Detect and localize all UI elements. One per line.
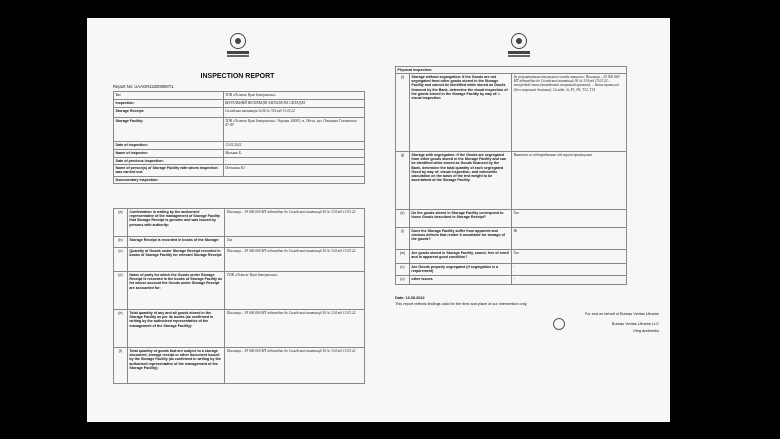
page-title: INSPECTION REPORT	[200, 73, 275, 80]
table-row: (d) Name of party for which the Goods under Storage Receipt is recorded in the books of Storage Facility as for whose account the Goods under Storage Receipt are accounted for: ТОВ «Оілтекс Кумі Інтернешнл»	[114, 272, 365, 310]
table-row: (f) Total quantity of goods that are subject to a storage document, storage receipt or other document issued by the Storage Facility (as confirmed in writing by the authorized representative of the management of the Storage Facility): Пшениця – 39 000.000 МТ відповідно до Складської квитанції 36 № 314 від 13.03.22	[114, 348, 365, 384]
table-row: (m) Are goods stored in Storage Facility, sound, free of smell and in apparent good condition? Так	[396, 250, 627, 264]
table-row: (b) Storage Receipt is recorded in books of the Storage: Так	[114, 237, 365, 248]
company-stamp	[553, 318, 565, 330]
physical-table	[395, 66, 627, 285]
report-page-2	[369, 18, 670, 422]
table-row: (n) Are Goods properly segregated (if segregation is a requirement) -	[396, 264, 627, 276]
report-page-1	[87, 18, 388, 422]
table-row	[114, 177, 365, 184]
table-row: (i) Storage without segregation: If the Goods are not segregated from other goods stored in the Storage Facility and cannot be identified while stored as Goods financed by the Bank, determine the visual inspection of the goods stored in the Storage Facility by way of: i. visual inspection За результатами візуального огляду виявлено: Пшениця – 25 500.000 МТ відповідно до Складської квитанції 36 № 314 від 13.03.22 – попередній запах (випадковий сторонній аромат); – Запах прокислої (без сторонніх домішок). Склади: № F1, F6, T12, T14	[396, 74, 627, 152]
report-date: Date: 13.05.2022	[395, 296, 425, 300]
table-row	[396, 67, 627, 74]
table-row: Name of person(s) of Storage Facility with whom inspection was carried out: Петишин Ю.	[114, 165, 365, 177]
signoff: For and on behalf of Bureau Veritas Ukraine	[584, 312, 659, 316]
table-row: (c) Quantity of Goods under Storage Receipt recorded in books of Storage Facility for relevant Storage Receipt: Пшениця – 39 000.000 МТ відповідно до Складської квитанції 36 № 314 від 13.03.22	[114, 248, 365, 272]
documentary-table	[113, 208, 365, 384]
table-row: (k) Do the goods stored in Storage Facility correspond to those Goods described in Storage Receipt? Так	[396, 210, 627, 228]
disclaimer: This report reflects findings valid for the time and place of our intervention only.	[395, 302, 528, 306]
table-row: (a) Confirmation in writing by the authorized representative of the management of Storage Facility that Storage Receipt is genuine and was issued by persons with authority: Пшениця – 39 000.000 МТ відповідно до Складської квитанції 36 № 314 від 13.03.22	[114, 209, 365, 237]
table-row: To: ТОВ «Оілтекс Кумі Інтернешнл»	[114, 92, 365, 100]
signatory-name: Oleg Andrienko	[632, 329, 659, 333]
bureau-veritas-logo	[508, 33, 530, 59]
company-name: Bureau Veritas Ukraine LLC	[611, 322, 659, 326]
section-heading: Documentary inspection:	[114, 177, 365, 184]
table-row: Date of inspection: 13.05.2022	[114, 142, 365, 150]
section-heading: Physical inspection:	[396, 67, 627, 74]
header-table	[113, 91, 365, 184]
table-row: (e) Total quantity of any and all goods stored in the Storage Facility as per its books (as confirmed in writing by the authorized representative of the management of the Storage Facility): Пшениця – 39 000.000 МТ відповідно до Складської квитанції 36 № 314 від 13.03.22	[114, 310, 365, 348]
table-row: Inspection: ВІЗУАЛЬНИЙ ІНСПЕКЦІЯ ЗАПАСІВ НА СКЛАДАХ	[114, 100, 365, 108]
table-row: Storage Facility: ТОВ «Оілтекс Кумі Інтернешнл» Україна, 65003, м. Одеса, вул. Отамана Головатого 47-49	[114, 118, 365, 142]
report-number: Report No: UAAGRJ22000987/1	[113, 84, 174, 89]
table-row: Name of inspector: Мельник Б.	[114, 150, 365, 158]
table-row: Storage Receipt: Складська квитанція №36 № 314 від 13.03.22	[114, 108, 365, 118]
bureau-veritas-logo	[227, 33, 249, 59]
table-row: (l) Does the Storage Facility suffer from apparent and obvious defects that render it unsuitable for storage of the goods? Ні	[396, 228, 627, 250]
table-row: (o) other issues -	[396, 276, 627, 285]
table-row: (j) Storage with segregation: If the Goods are segregated from other goods stored in the Storage Facility and can be identified while stored as Goods financed by the Bank, determine the total quantity of each segregated Good by way of: visual inspection; and volumetric calculation on the basis of the test weight to be ascertained at the Storage Facility. Вантажі не підпорядковані під окремі приміщення	[396, 152, 627, 210]
table-row: Date of previous inspection: -	[114, 158, 365, 165]
